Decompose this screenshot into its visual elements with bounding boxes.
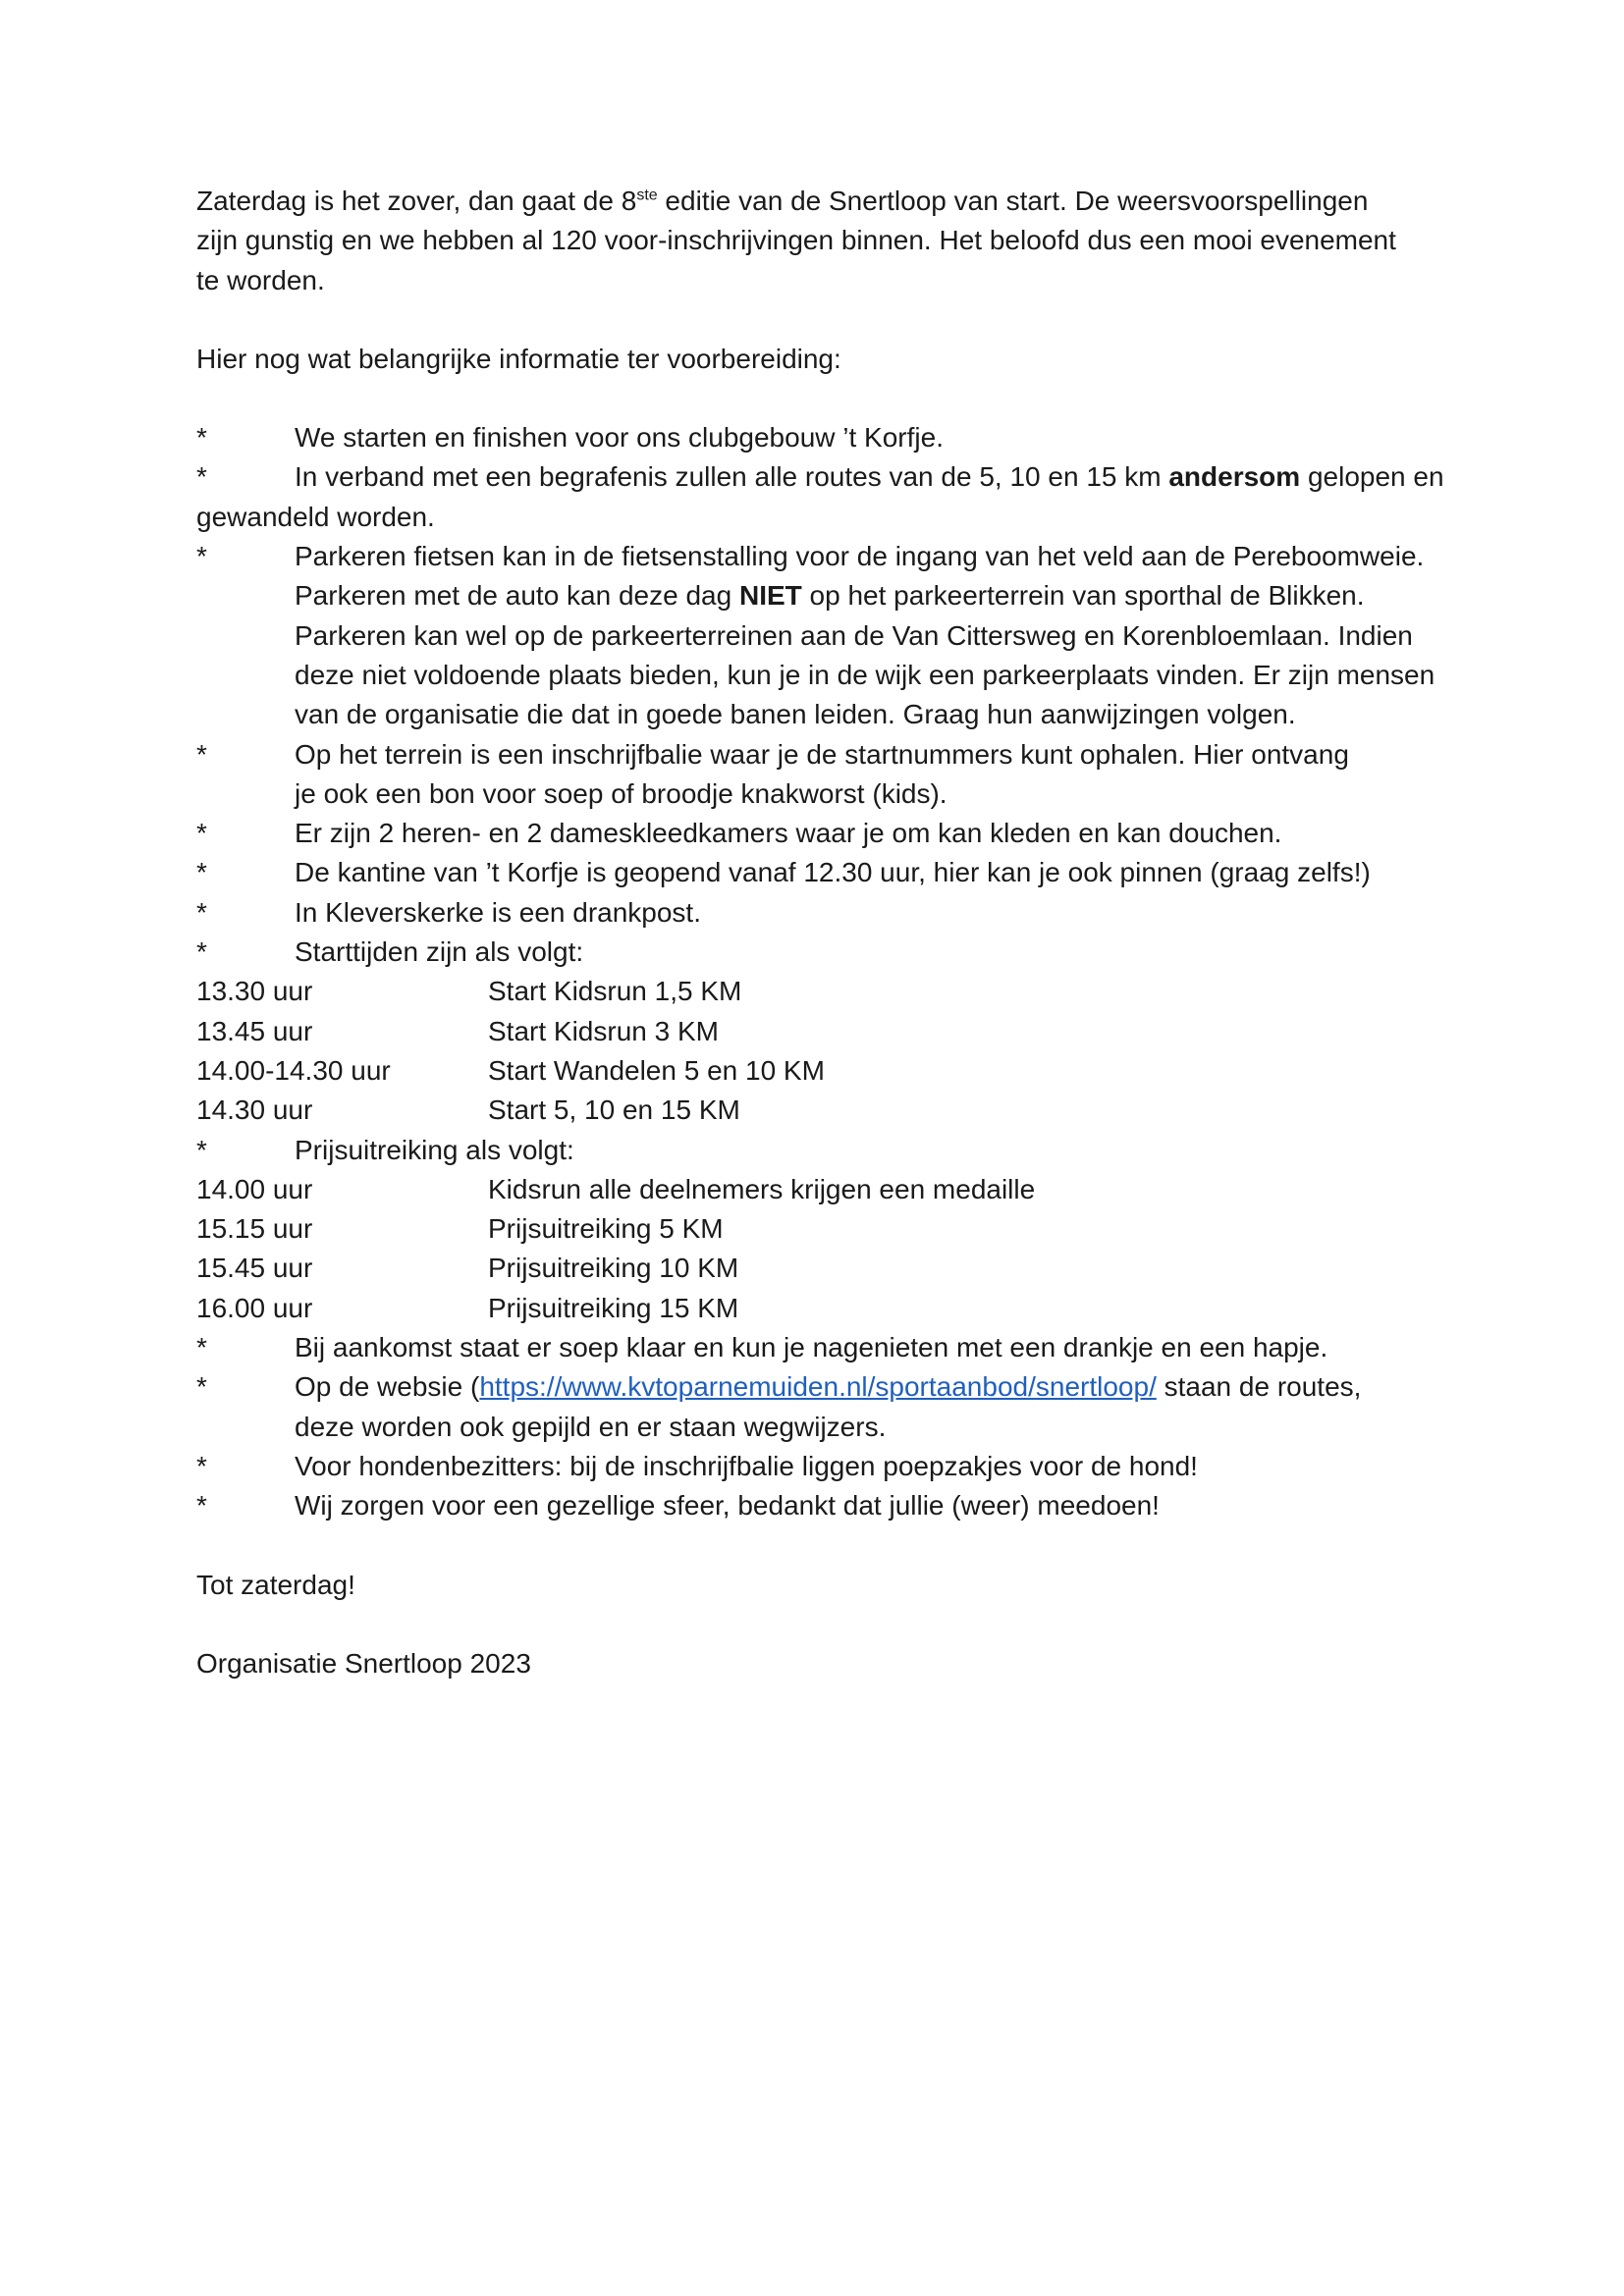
bullet-text: Voor hondenbezitters: bij de inschrijfbalie liggen poepzakjes voor de hond! (295, 1450, 1198, 1481)
spacer (196, 1605, 1463, 1644)
schedule-row (196, 1051, 1463, 1091)
spacer (196, 1526, 1463, 1566)
emphasis-andersom: andersom (1168, 461, 1301, 493)
bullet-routes (196, 457, 1463, 537)
schedule-desc: Prijsuitreiking 10 KM (488, 1253, 739, 1284)
registration-line-2: je ook een bon voor soep of broodje knakworst (kids). (295, 777, 947, 809)
document-page (196, 182, 1463, 1683)
schedule-desc: Kidsrun alle deelnemers krijgen een medaille (488, 1173, 1036, 1204)
bullet-text (295, 735, 1463, 815)
schedule-time: 16.00 uur (196, 1292, 313, 1323)
website-line-2: deze worden ook gepijld en er staan wegwijzers. (295, 1411, 887, 1442)
bullet-website (196, 1367, 1463, 1447)
bullet-marker: * (196, 461, 207, 493)
bullet-marker: * (196, 936, 207, 968)
schedule-row (196, 1209, 1463, 1249)
bullet-marker: * (196, 818, 207, 849)
ordinal-suffix: ste (636, 187, 658, 204)
schedule-desc: Start Kidsrun 1,5 KM (488, 976, 742, 1007)
bullet-text: In Kleverskerke is een drankpost. (295, 896, 701, 928)
parking-line-5: van de organisatie die dat in goede banen leiden. Graag hun aanwijzingen volgen. (295, 699, 1296, 730)
bullet-start (196, 418, 1463, 457)
parking-line-2b: op het parkeerterrein van sporthal de Blikken. (801, 580, 1365, 612)
closing-line: Tot zaterdag! (196, 1569, 355, 1600)
bullet-marker: * (196, 1490, 207, 1522)
bullet-dressing-rooms (196, 814, 1463, 853)
schedule-time: 14.00-14.30 uur (196, 1054, 391, 1086)
bullet-text: In verband met een begrafenis zullen alle routes van de 5, 10 en 15 km (295, 461, 1169, 493)
bullet-marker: * (196, 1371, 207, 1403)
schedule-desc: Start 5, 10 en 15 KM (488, 1095, 740, 1126)
schedule-row (196, 1170, 1463, 1209)
bullet-text: We starten en finishen voor ons clubgebouw ’t Korfje. (295, 422, 944, 454)
bullet-marker: * (196, 738, 207, 770)
bullet-text: De kantine van ’t Korfje is geopend vanaf 12.30 uur, hier kan je ook pinnen (graag zelfs!) (295, 857, 1371, 888)
bullet-atmosphere (196, 1486, 1463, 1525)
schedule-time: 14.30 uur (196, 1095, 313, 1126)
intro-line-3: te worden. (196, 264, 325, 295)
prize-schedule (196, 1170, 1463, 1328)
info-heading: Hier nog wat belangrijke informatie ter voorbereiding: (196, 343, 841, 374)
bullet-text: Wij zorgen voor een gezellige sfeer, bedankt dat jullie (weer) meedoen! (295, 1490, 1160, 1522)
intro-line-2: zijn gunstig en we hebben al 120 voor-inschrijvingen binnen. Het beloofd dus een mooi evenement (196, 225, 1396, 256)
schedule-time: 14.00 uur (196, 1173, 313, 1204)
website-text-b: staan de routes, (1156, 1371, 1362, 1403)
bullet-text: gelopen en (1300, 461, 1444, 493)
emphasis-niet: NIET (738, 580, 802, 612)
bullet-marker: * (196, 857, 207, 888)
intro-text-b: editie van de Snertloop van start. De weersvoorspellingen (657, 186, 1369, 216)
bullet-drinkpost (196, 893, 1463, 933)
spacer (196, 379, 1463, 418)
bullet-canteen (196, 853, 1463, 892)
bullet-prizes (196, 1131, 1463, 1170)
schedule-time: 13.30 uur (196, 976, 313, 1007)
bullet-text-wrap: gewandeld worden. (196, 501, 435, 532)
schedule-row (196, 1249, 1463, 1288)
schedule-row (196, 1289, 1463, 1328)
bullet-text (295, 537, 1463, 734)
schedule-row (196, 972, 1463, 1011)
schedule-desc: Start Wandelen 5 en 10 KM (488, 1054, 825, 1086)
routes-link[interactable]: https://www.kvtoparnemuiden.nl/sportaanbod/snertloop/ (479, 1371, 1157, 1403)
parking-line-3: Parkeren kan wel op de parkeerterreinen aan de Van Cittersweg en Korenbloemlaan. Indien (295, 619, 1413, 651)
bullet-text: Starttijden zijn als volgt: (295, 936, 584, 968)
schedule-time: 15.45 uur (196, 1253, 313, 1284)
parking-line-1: Parkeren fietsen kan in de fietsenstalling voor de ingang van het veld aan de Pereboomweie. (295, 541, 1425, 572)
website-text-a: Op de websie ( (295, 1371, 480, 1403)
spacer (196, 300, 1463, 340)
signature: Organisatie Snertloop 2023 (196, 1647, 531, 1679)
bullet-marker: * (196, 1450, 207, 1481)
bullet-registration (196, 735, 1463, 815)
registration-line-1: Op het terrein is een inschrijfbalie waar je de startnummers kunt ophalen. Hier ontvang (295, 738, 1349, 770)
bullet-start-times (196, 933, 1463, 972)
schedule-row (196, 1012, 1463, 1051)
bullet-marker: * (196, 1134, 207, 1165)
bullet-marker: * (196, 1332, 207, 1363)
bullet-soup (196, 1328, 1463, 1367)
schedule-desc: Prijsuitreiking 15 KM (488, 1292, 739, 1323)
bullet-dogs (196, 1447, 1463, 1486)
bullet-text: Prijsuitreiking als volgt: (295, 1134, 574, 1165)
parking-line-2a: Parkeren met de auto kan deze dag (295, 580, 739, 612)
bullet-marker: * (196, 541, 207, 572)
bullet-text: Bij aankomst staat er soep klaar en kun je nagenieten met een drankje en een hapje. (295, 1332, 1328, 1363)
bullet-marker: * (196, 422, 207, 454)
intro-text-a: Zaterdag is het zover, dan gaat de 8 (196, 186, 637, 216)
schedule-desc: Prijsuitreiking 5 KM (488, 1213, 724, 1245)
parking-line-4: deze niet voldoende plaats bieden, kun je in de wijk een parkeerplaats vinden. Er zijn mensen (295, 659, 1435, 690)
bullet-text (295, 1367, 1463, 1447)
schedule-desc: Start Kidsrun 3 KM (488, 1015, 719, 1046)
bullet-parking (196, 537, 1463, 734)
bullet-text: Er zijn 2 heren- en 2 dameskleedkamers waar je om kan kleden en kan douchen. (295, 818, 1282, 849)
schedule-time: 15.15 uur (196, 1213, 313, 1245)
bullet-marker: * (196, 896, 207, 928)
intro-line-1 (196, 182, 1463, 221)
schedule-time: 13.45 uur (196, 1015, 313, 1046)
start-times-schedule (196, 972, 1463, 1130)
schedule-row (196, 1091, 1463, 1130)
